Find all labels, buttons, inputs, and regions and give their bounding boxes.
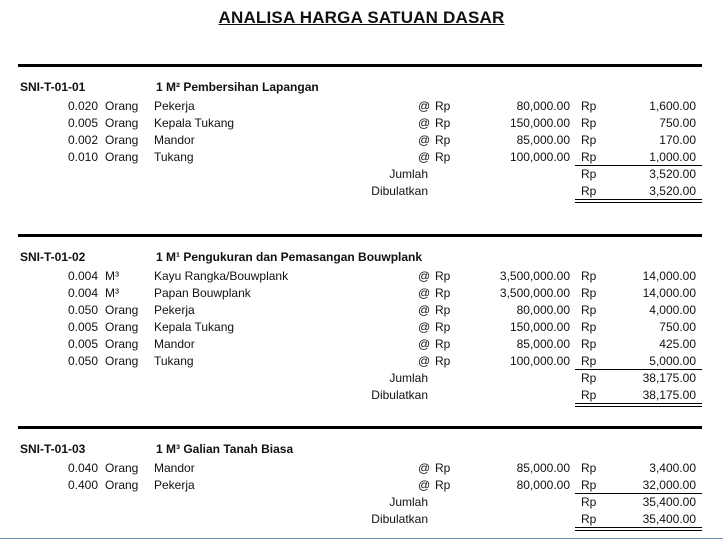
description: Tukang — [154, 150, 194, 164]
section-header — [18, 80, 702, 96]
description: Mandor — [154, 337, 195, 351]
section-code: SNI-T-01-03 — [20, 442, 86, 456]
coefficient: 0.020 — [67, 99, 98, 113]
total-double-underline — [575, 403, 702, 407]
unit: Orang — [105, 303, 139, 317]
dibulatkan-label: Dibulatkan — [371, 388, 428, 402]
currency-label: Rp — [435, 133, 451, 147]
currency-label: Rp — [581, 461, 597, 475]
currency-label: Rp — [435, 337, 451, 351]
line-total: 750.00 — [659, 116, 696, 130]
section-name: 1 M² Pembersihan Lapangan — [156, 80, 319, 94]
at-sign: @ — [418, 150, 431, 164]
item-row — [18, 98, 702, 115]
unit: Orang — [105, 116, 139, 130]
jumlah-label: Jumlah — [389, 167, 428, 181]
at-sign: @ — [418, 116, 431, 130]
coefficient: 0.005 — [67, 337, 98, 351]
at-sign: @ — [418, 269, 431, 283]
currency-label: Rp — [435, 286, 451, 300]
currency-label: Rp — [581, 512, 597, 526]
total-double-underline — [575, 199, 702, 203]
section-code: SNI-T-01-02 — [20, 250, 86, 264]
currency-label: Rp — [581, 371, 597, 385]
section-rule — [18, 426, 702, 429]
currency-label: Rp — [435, 478, 451, 492]
unit-price: 100,000.00 — [509, 150, 570, 164]
unit-price: 150,000.00 — [509, 116, 570, 130]
description: Pekerja — [154, 478, 195, 492]
unit-price: 150,000.00 — [509, 320, 570, 334]
jumlah-value: 3,520.00 — [649, 167, 696, 181]
section-name: 1 M³ Galian Tanah Biasa — [156, 442, 294, 456]
item-row — [18, 132, 702, 149]
at-sign: @ — [418, 99, 431, 113]
section-header — [18, 442, 702, 458]
currency-label: Rp — [435, 320, 451, 334]
coefficient: 0.005 — [67, 320, 98, 334]
line-total: 750.00 — [659, 320, 696, 334]
description: Kepala Tukang — [154, 320, 235, 334]
item-row — [18, 477, 702, 494]
currency-label: Rp — [581, 495, 597, 509]
line-total: 1,600.00 — [649, 99, 696, 113]
item-row — [18, 460, 702, 477]
line-total: 3,400.00 — [649, 461, 696, 475]
item-row — [18, 285, 702, 302]
at-sign: @ — [418, 303, 431, 317]
dibulatkan-label: Dibulatkan — [371, 184, 428, 198]
currency-label: Rp — [435, 303, 451, 317]
line-total: 5,000.00 — [649, 354, 696, 368]
line-total: 32,000.00 — [642, 478, 696, 492]
dibulatkan-row — [18, 387, 702, 404]
unit: Orang — [105, 461, 139, 475]
unit: Orang — [105, 354, 139, 368]
currency-label: Rp — [581, 133, 597, 147]
jumlah-row — [18, 370, 702, 387]
coefficient: 0.040 — [67, 461, 98, 475]
line-total: 4,000.00 — [649, 303, 696, 317]
section-code: SNI-T-01-01 — [20, 80, 86, 94]
unit-price: 80,000.00 — [516, 478, 570, 492]
page-title: ANALISA HARGA SATUAN DASAR — [218, 8, 505, 27]
unit: Orang — [105, 337, 139, 351]
at-sign: @ — [418, 320, 431, 334]
currency-label: Rp — [581, 167, 597, 181]
unit-price: 85,000.00 — [516, 337, 570, 351]
currency-label: Rp — [581, 303, 597, 317]
currency-label: Rp — [435, 150, 451, 164]
jumlah-label: Jumlah — [389, 495, 428, 509]
description: Pekerja — [154, 303, 195, 317]
jumlah-value: 38,175.00 — [642, 371, 696, 385]
description: Mandor — [154, 133, 195, 147]
dibulatkan-value: 3,520.00 — [649, 184, 696, 198]
unit: M³ — [105, 269, 119, 283]
item-row — [18, 115, 702, 132]
unit-price: 100,000.00 — [509, 354, 570, 368]
item-row — [18, 302, 702, 319]
jumlah-label: Jumlah — [389, 371, 428, 385]
description: Kayu Rangka/Bouwplank — [154, 269, 289, 283]
section-rule — [18, 234, 702, 237]
coefficient: 0.050 — [67, 354, 98, 368]
unit-price: 85,000.00 — [516, 133, 570, 147]
description: Mandor — [154, 461, 195, 475]
description: Papan Bouwplank — [154, 286, 251, 300]
at-sign: @ — [418, 461, 431, 475]
currency-label: Rp — [581, 99, 597, 113]
line-total: 170.00 — [659, 133, 696, 147]
currency-label: Rp — [581, 320, 597, 334]
item-row — [18, 353, 702, 370]
coefficient: 0.004 — [67, 286, 98, 300]
currency-label: Rp — [581, 354, 597, 368]
unit: Orang — [105, 99, 139, 113]
line-total: 1,000.00 — [649, 150, 696, 164]
item-row — [18, 319, 702, 336]
unit: M³ — [105, 286, 119, 300]
unit: Orang — [105, 478, 139, 492]
line-total: 14,000.00 — [642, 286, 696, 300]
unit-price: 80,000.00 — [516, 303, 570, 317]
currency-label: Rp — [435, 354, 451, 368]
currency-label: Rp — [581, 150, 597, 164]
item-row — [18, 149, 702, 166]
dibulatkan-value: 38,175.00 — [642, 388, 696, 402]
currency-label: Rp — [435, 461, 451, 475]
currency-label: Rp — [581, 286, 597, 300]
line-total: 425.00 — [659, 337, 696, 351]
unit: Orang — [105, 320, 139, 334]
jumlah-row — [18, 494, 702, 511]
total-double-underline — [575, 527, 702, 531]
coefficient: 0.400 — [67, 478, 98, 492]
coefficient: 0.050 — [67, 303, 98, 317]
dibulatkan-label: Dibulatkan — [371, 512, 428, 526]
description: Kepala Tukang — [154, 116, 235, 130]
description: Pekerja — [154, 99, 195, 113]
at-sign: @ — [418, 337, 431, 351]
jumlah-value: 35,400.00 — [642, 495, 696, 509]
at-sign: @ — [418, 354, 431, 368]
description: Tukang — [154, 354, 194, 368]
currency-label: Rp — [581, 269, 597, 283]
section-rule — [18, 64, 702, 67]
section-header — [18, 250, 702, 266]
unit-price: 85,000.00 — [516, 461, 570, 475]
unit-price: 3,500,000.00 — [499, 286, 570, 300]
dibulatkan-row — [18, 183, 702, 200]
line-total: 14,000.00 — [642, 269, 696, 283]
section-name: 1 M¹ Pengukuran dan Pemasangan Bouwplank — [156, 250, 423, 264]
dibulatkan-value: 35,400.00 — [642, 512, 696, 526]
coefficient: 0.005 — [67, 116, 98, 130]
currency-label: Rp — [435, 116, 451, 130]
currency-label: Rp — [581, 337, 597, 351]
item-row — [18, 336, 702, 353]
currency-label: Rp — [435, 269, 451, 283]
unit: Orang — [105, 133, 139, 147]
unit-price: 3,500,000.00 — [499, 269, 570, 283]
jumlah-row — [18, 166, 702, 183]
at-sign: @ — [418, 478, 431, 492]
currency-label: Rp — [581, 388, 597, 402]
at-sign: @ — [418, 133, 431, 147]
dibulatkan-row — [18, 511, 702, 528]
unit: Orang — [105, 150, 139, 164]
at-sign: @ — [418, 286, 431, 300]
coefficient: 0.002 — [67, 133, 98, 147]
currency-label: Rp — [581, 184, 597, 198]
currency-label: Rp — [581, 478, 597, 492]
coefficient: 0.004 — [67, 269, 98, 283]
item-row — [18, 268, 702, 285]
currency-label: Rp — [435, 99, 451, 113]
bottom-divider — [0, 538, 723, 539]
currency-label: Rp — [581, 116, 597, 130]
coefficient: 0.010 — [67, 150, 98, 164]
unit-price: 80,000.00 — [516, 99, 570, 113]
